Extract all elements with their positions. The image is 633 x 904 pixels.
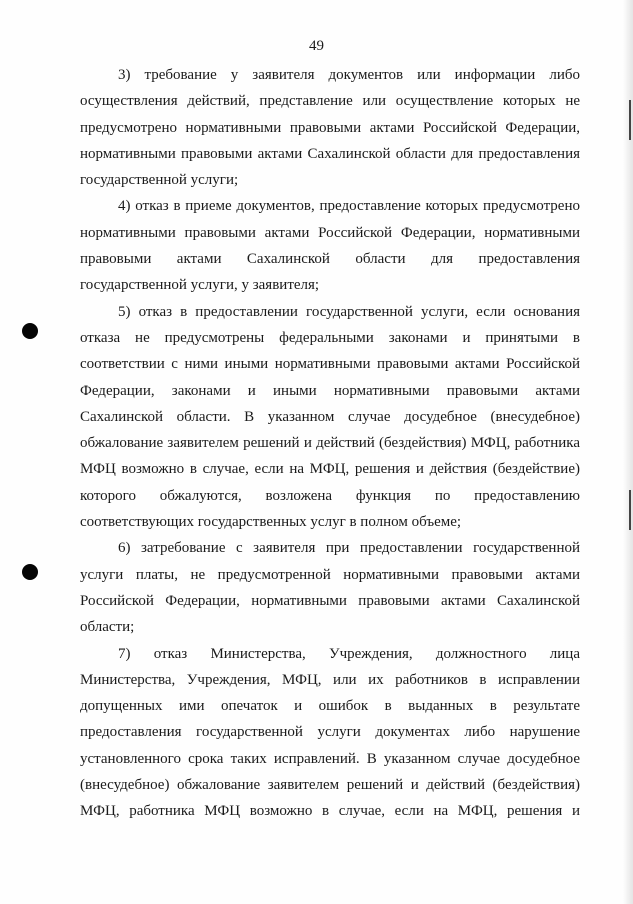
scan-edge-mark <box>629 490 631 530</box>
paragraph-item-6 <box>80 535 580 640</box>
text-line: отказа не предусмотрены федеральными законами и принятыми в <box>80 329 580 346</box>
text-line: установленного срока таких исправлений. В указанном случае досудебное <box>80 750 580 767</box>
text-line: Российской Федерации, нормативными правовыми актами Сахалинской <box>80 592 580 609</box>
text-line: Федерации, законами и иными нормативными правовыми актами <box>80 382 580 399</box>
text-line: предоставления государственной услуги документах либо нарушение <box>80 724 580 741</box>
text-line: Министерства, Учреждения, МФЦ, или их работников в исправлении <box>80 671 580 688</box>
text-line: государственной услуги, у заявителя; <box>80 277 320 294</box>
text-line: (внесудебное) обжалование заявителем решений и действий (бездействия) <box>80 777 580 794</box>
scan-edge-shadow <box>623 0 633 904</box>
paragraph-item-4 <box>80 193 580 298</box>
text-line: нормативными правовыми актами Российской Федерации, нормативными <box>80 224 580 241</box>
text-line: нормативными правовыми актами Сахалинской области для предоставления <box>80 145 580 162</box>
scan-edge-mark <box>629 100 631 140</box>
text-line: правовыми актами Сахалинской области для предоставления <box>80 251 580 268</box>
text-line: соответствии с ними иными нормативными правовыми актами Российской <box>80 356 580 373</box>
paragraph-item-5 <box>80 299 580 536</box>
text-line: МФЦ возможно в случае, если на МФЦ, решения и действия (бездействие) <box>80 461 580 478</box>
text-line: соответствующих государственных услуг в полном объеме; <box>80 514 462 531</box>
text-line: 7) отказ Министерства, Учреждения, должностного лица <box>118 645 580 662</box>
text-line: МФЦ, работника МФЦ возможно в случае, если на МФЦ, решения и <box>80 803 580 820</box>
text-line: обжалование заявителем решений и действий (бездействия) МФЦ, работника <box>80 435 580 452</box>
paragraph-item-7 <box>80 641 580 825</box>
punch-hole-top <box>22 323 38 339</box>
punch-hole-bottom <box>22 564 38 580</box>
page-number: 49 <box>309 38 324 54</box>
text-line: которого обжалуются, возложена функция по предоставлению <box>80 487 580 504</box>
text-line: услуги платы, не предусмотренной нормативными правовыми актами <box>80 566 580 583</box>
document-body <box>80 62 580 825</box>
text-line: 5) отказ в предоставлении государственной услуги, если основания <box>118 303 580 320</box>
text-line: предусмотрено нормативными правовыми актами Российской Федерации, <box>80 119 580 136</box>
text-line: 4) отказ в приеме документов, предоставление которых предусмотрено <box>118 198 580 215</box>
paragraph-item-3 <box>80 62 580 193</box>
text-line: государственной услуги; <box>80 172 239 189</box>
text-line: области; <box>80 619 135 636</box>
text-line: осуществления действий, представление или осуществление которых не <box>80 93 580 110</box>
text-line: 6) затребование с заявителя при предоставлении государственной <box>118 540 580 557</box>
text-line: допущенных ими опечаток и ошибок в выданных в результате <box>80 698 580 715</box>
text-line: Сахалинской области. В указанном случае досудебное (внесудебное) <box>80 408 580 425</box>
text-line: 3) требование у заявителя документов или информации либо <box>118 67 580 83</box>
